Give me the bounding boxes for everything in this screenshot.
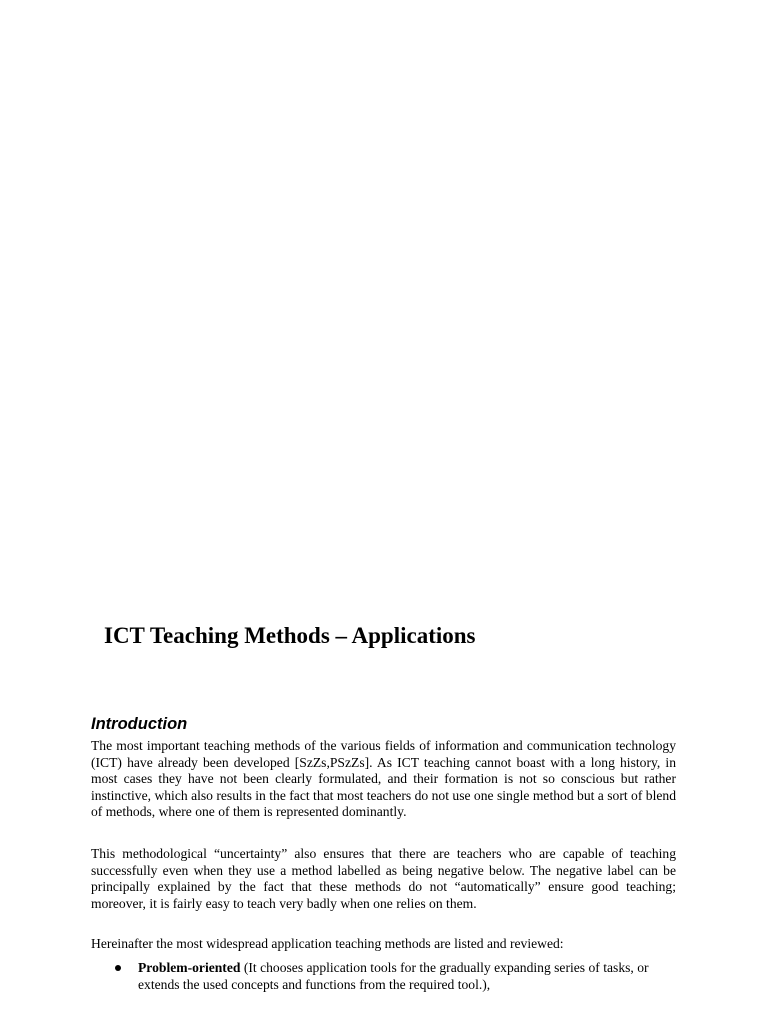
section-heading-introduction: Introduction [91, 715, 188, 733]
list-item-description: (It chooses application tools for the gradually expanding series of tasks, or extends the used concepts and functions from the required tool.), [138, 960, 649, 992]
list-item-term: Problem-oriented [138, 960, 241, 975]
methods-list [115, 960, 676, 993]
paragraph-1: The most important teaching methods of the various fields of information and communication technology (ICT) have already been developed [SzZs,PSzZs]. As ICT teaching cannot boast with a long history, in most cases they have not been clearly formulated, and their formation is not so conscious but rather instinctive, which also results in the fact that most teachers do not use one single method but a sort of blend of methods, where one of them is represented dominantly. [91, 738, 676, 820]
page-title: ICT Teaching Methods – Applications [104, 623, 476, 648]
bullet-icon [115, 965, 121, 971]
paragraph-3: Hereinafter the most widespread application teaching methods are listed and reviewed: [91, 936, 564, 951]
paragraph-2: This methodological “uncertainty” also ensures that there are teachers who are capable of teaching successfully even when they use a method labelled as being negative below. The negative label can be principally explained by the fact that these methods do not “automatically” ensure good teaching; moreover, it is fairly easy to teach very badly when one relies on them. [91, 846, 676, 911]
list-item [115, 960, 676, 993]
